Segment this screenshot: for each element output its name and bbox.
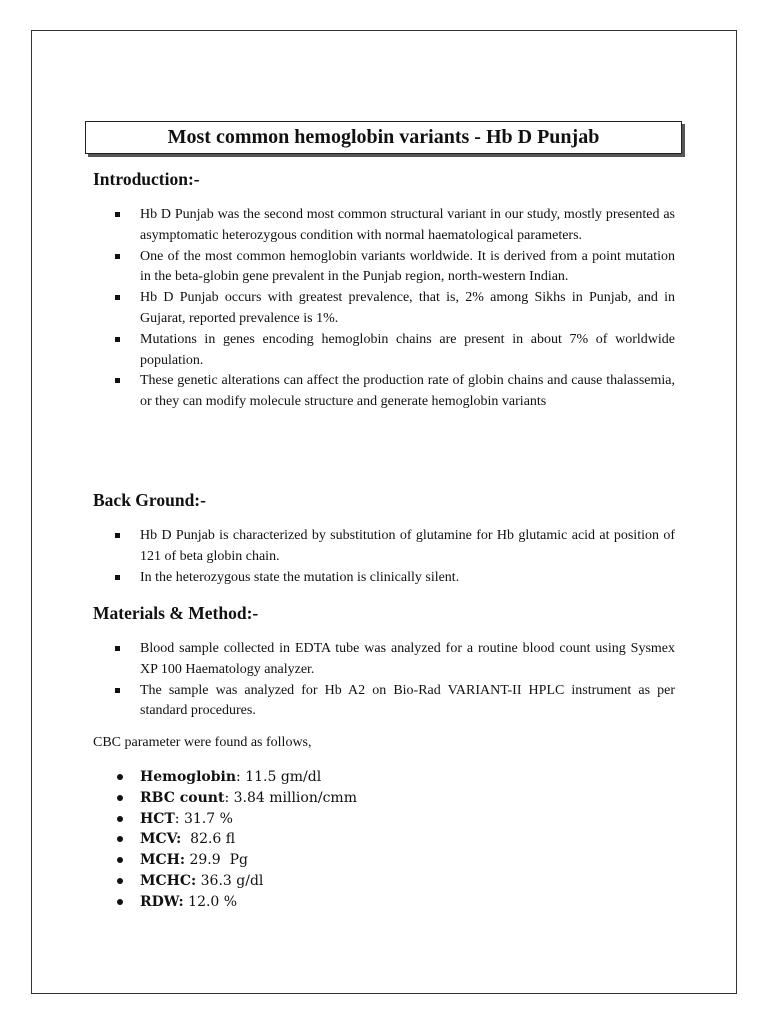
round-bullet-icon: [117, 774, 123, 780]
introduction-heading: Introduction:-: [93, 169, 200, 189]
introduction-list: [113, 205, 675, 413]
round-bullet-icon: [117, 899, 123, 905]
list-item: Blood sample collected in EDTA tube was analyzed for a routine blood count using Sysmex XP 100 Haematology analyzer.: [113, 639, 675, 681]
cbc-item-mcv: MCV: 82.6 fl: [113, 829, 357, 850]
background-heading: Back Ground:-: [93, 490, 206, 510]
document-title: Most common hemoglobin variants - Hb D Punjab: [85, 121, 682, 154]
round-bullet-icon: [117, 857, 123, 863]
square-bullet-icon: [115, 295, 120, 300]
cbc-item-rdw: RDW: 12.0 %: [113, 892, 357, 913]
list-item: The sample was analyzed for Hb A2 on Bio-Rad VARIANT-II HPLC instrument as per standard procedures.: [113, 681, 675, 723]
list-item: These genetic alterations can affect the production rate of globin chains and cause thalassemia, or they can modify molecule structure and generate hemoglobin variants: [113, 371, 675, 413]
cbc-item-mchc: MCHC: 36.3 g/dl: [113, 871, 357, 892]
list-item: Mutations in genes encoding hemoglobin chains are present in about 7% of worldwide population.: [113, 330, 675, 372]
cbc-item-rbc-count: RBC count: 3.84 million/cmm: [113, 788, 357, 809]
square-bullet-icon: [115, 378, 120, 383]
round-bullet-icon: [117, 816, 123, 822]
round-bullet-icon: [117, 878, 123, 884]
cbc-item-mch: MCH: 29.9 Pg: [113, 850, 357, 871]
background-list: [113, 526, 675, 588]
square-bullet-icon: [115, 688, 120, 693]
square-bullet-icon: [115, 646, 120, 651]
square-bullet-icon: [115, 575, 120, 580]
methods-heading: Materials & Method:-: [93, 603, 259, 623]
methods-list: [113, 639, 675, 722]
list-item: Hb D Punjab is characterized by substitution of glutamine for Hb glutamic acid at position of 121 of beta globin chain.: [113, 526, 675, 568]
cbc-parameter-list: [113, 767, 357, 913]
square-bullet-icon: [115, 212, 120, 217]
cbc-item-hemoglobin: Hemoglobin: 11.5 gm/dl: [113, 767, 357, 788]
list-item: Hb D Punjab occurs with greatest prevalence, that is, 2% among Sikhs in Punjab, and in Gujarat, reported prevalence is 1%.: [113, 288, 675, 330]
square-bullet-icon: [115, 337, 120, 342]
round-bullet-icon: [117, 795, 123, 801]
list-item: One of the most common hemoglobin variants worldwide. It is derived from a point mutation in the beta-globin gene prevalent in the Punjab region, north-western Indian.: [113, 247, 675, 289]
square-bullet-icon: [115, 533, 120, 538]
cbc-item-hct: HCT: 31.7 %: [113, 809, 357, 830]
list-item: Hb D Punjab was the second most common structural variant in our study, mostly presented as asymptomatic heterozygous condition with normal haematological parameters.: [113, 205, 675, 247]
round-bullet-icon: [117, 836, 123, 842]
square-bullet-icon: [115, 254, 120, 259]
list-item: In the heterozygous state the mutation is clinically silent.: [113, 568, 675, 589]
cbc-intro: CBC parameter were found as follows,: [93, 735, 312, 750]
